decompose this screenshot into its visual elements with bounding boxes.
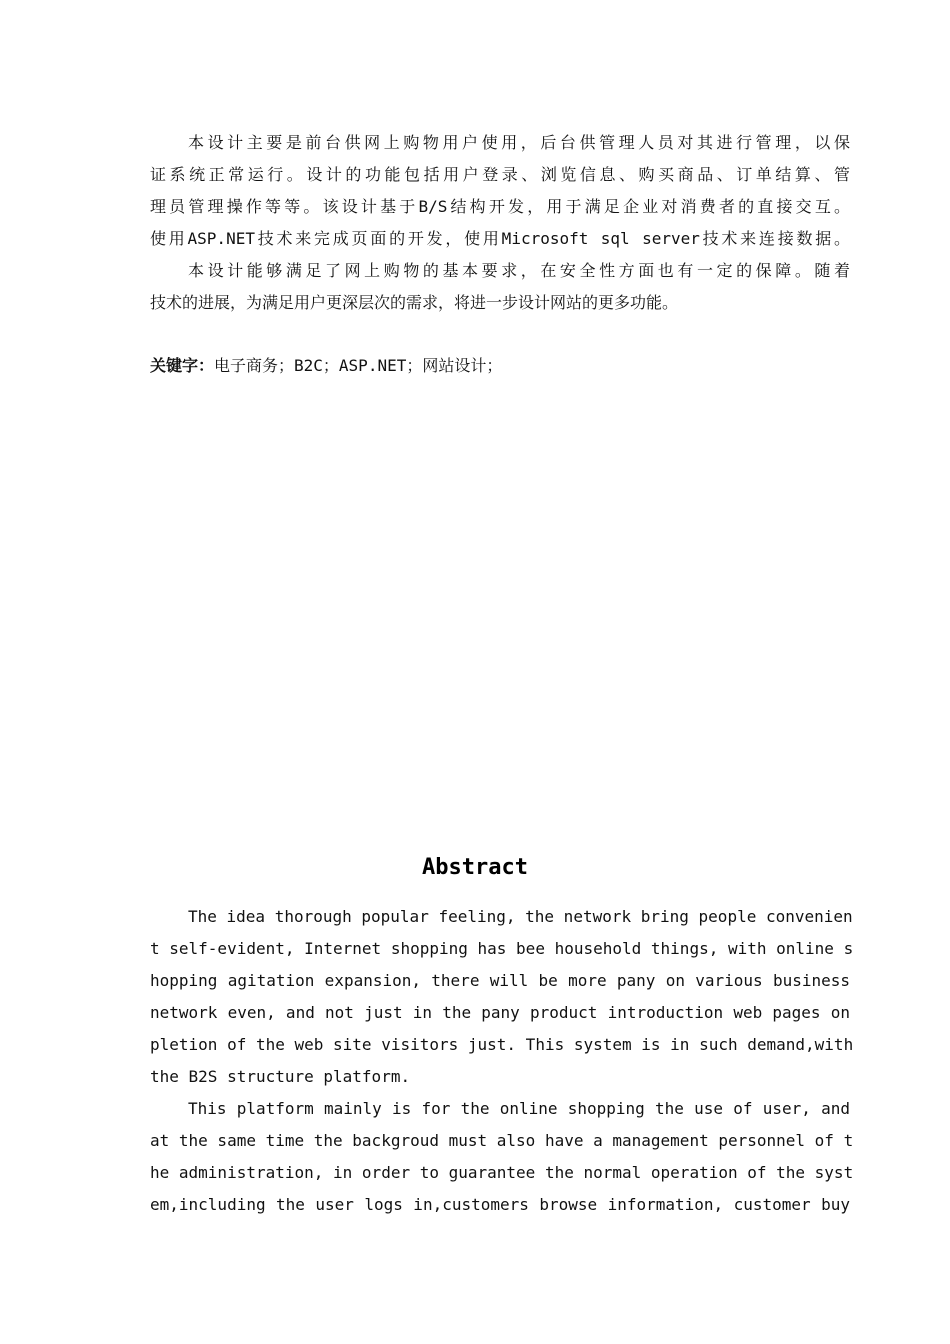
en-abstract-line: at the same time the backgroud must also have a management personnel of t — [150, 1131, 854, 1150]
en-abstract-line: hopping agitation expansion, there will be more pany on various business — [150, 971, 850, 990]
en-abstract-line: network even, and not just in the pany product introduction web pages on — [150, 1003, 850, 1022]
en-abstract-line: pletion of the web site visitors just. This system is in such demand,with — [150, 1035, 854, 1054]
cn-abstract-line: 本设计主要是前台供网上购物用户使用，后台供管理人员对其进行管理，以保 — [188, 133, 850, 152]
cn-abstract-line: 证系统正常运行。设计的功能包括用户登录、浏览信息、购买商品、订单结算、管 — [150, 165, 850, 184]
en-abstract-line: he administration, in order to guarantee the normal operation of the syst — [150, 1163, 854, 1182]
keywords-label: 关键字： — [150, 356, 215, 375]
cn-abstract-line: 本设计能够满足了网上购物的基本要求，在安全性方面也有一定的保障。随着 — [188, 261, 850, 280]
cn-abstract-line: 技术的进展，为满足用户更深层次的需求，将进一步设计网站的更多功能。 — [150, 293, 679, 312]
abstract-title: Abstract — [422, 855, 528, 880]
keywords-value: 电子商务；B2C；ASP.NET；网站设计； — [214, 356, 503, 375]
cn-abstract-line: 理员管理操作等等。该设计基于B/S结构开发，用于满足企业对消费者的直接交互。 — [150, 197, 850, 216]
en-abstract-line: em,including the user logs in,customers browse information, customer buy — [150, 1195, 850, 1214]
en-abstract-line: The idea thorough popular feeling, the network bring people convenien — [188, 907, 853, 926]
en-abstract-line: This platform mainly is for the online shopping the use of user, and — [188, 1099, 850, 1118]
en-abstract-line: the B2S structure platform. — [150, 1067, 411, 1086]
keywords-line — [150, 356, 502, 376]
cn-abstract-line: 使用ASP.NET技术来完成页面的开发，使用Microsoft sql server技术来连接数据。 — [150, 229, 850, 248]
en-abstract-line: t self-evident, Internet shopping has bee household things, with online s — [150, 939, 854, 958]
